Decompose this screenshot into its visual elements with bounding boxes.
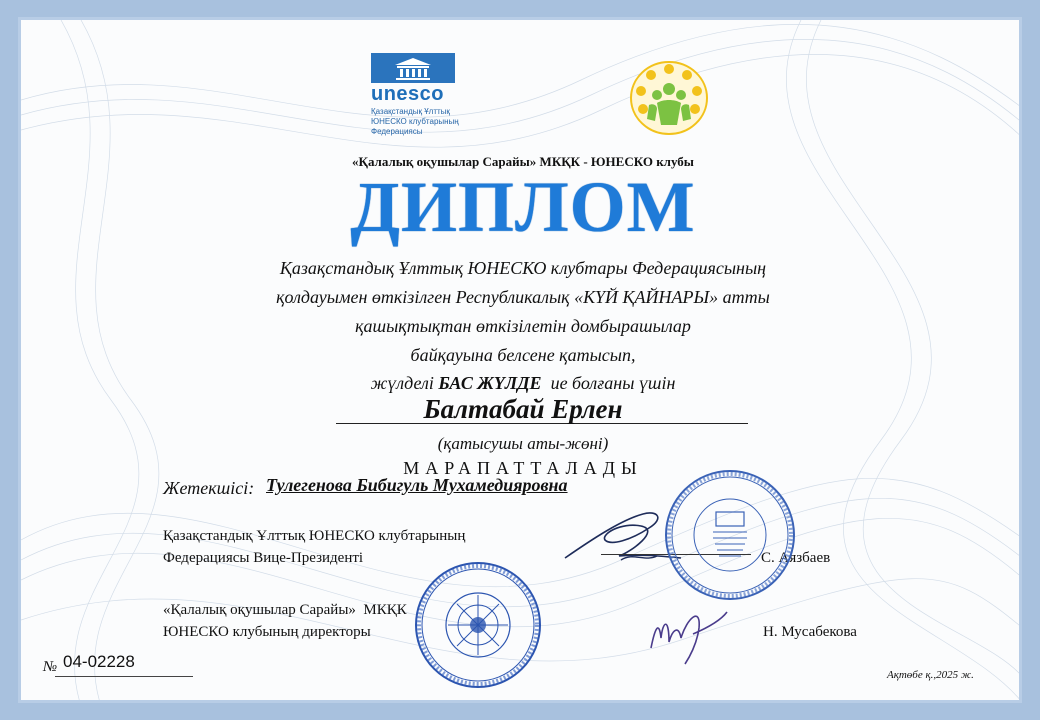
- mentor-name: Тулегенова Бибигуль Мухамедияровна: [266, 475, 568, 495]
- mentor-label: Жетекшісі:: [163, 478, 255, 498]
- unesco-federation-stamp-icon: [663, 468, 797, 602]
- unesco-wordmark: unesco: [371, 83, 445, 105]
- body-line-1: Қазақстандық Ұлттық ЮНЕСКО клубтары Федерациясының: [279, 258, 767, 278]
- body-line-4: байқауына белсене қатысып,: [410, 345, 636, 365]
- document-number: 04-02228: [63, 652, 135, 671]
- signatory-1-position-line-2: Федерациясы Вице-Президенті: [163, 550, 364, 566]
- club-emblem-icon: [627, 59, 711, 137]
- document-number-label: №: [43, 659, 58, 675]
- unesco-federation-caption: Қазақстандық Ұлттық ЮНЕСКО клубтарының Федерациясы: [371, 107, 459, 136]
- body-line-3: қашықтықтан өткізілетін домбырашылар: [355, 316, 691, 336]
- signature-2-icon: [641, 598, 731, 668]
- unesco-logo: [371, 53, 461, 143]
- unesco-temple-icon: [371, 53, 455, 83]
- city-palace-stamp-icon: [413, 560, 543, 690]
- place-and-date: Ақтөбе қ.,2025 ж.: [887, 669, 974, 681]
- body-line-2: қолдауымен өткізілген Республикалық «КҮЙ ҚАЙНАРЫ» атты: [276, 287, 770, 307]
- signatory-2-name: Н. Мусабекова: [763, 624, 857, 640]
- organization-line: «Қалалық оқушылар Сарайы» МКҚК - ЮНЕСКО клубы: [352, 154, 694, 169]
- prize-suffix: ие болғаны үшін: [541, 373, 676, 393]
- recipient-name: Балтабай Ерлен: [423, 394, 623, 424]
- signatory-2-position-line-2: ЮНЕСКО клубының директоры: [163, 624, 371, 640]
- prize-prefix: жүлделі: [370, 373, 439, 393]
- signatory-1-position-line-1: Қазақстандық Ұлттық ЮНЕСКО клубтарының: [163, 528, 466, 544]
- recipient-name-hint: (қатысушы аты-жөні): [437, 434, 609, 453]
- prize-value: БАС ЖҮЛДЕ: [438, 373, 542, 393]
- document-number-underline: [55, 676, 193, 677]
- signatory-2-position-line-1: «Қалалық оқушылар Сарайы» МКҚК: [163, 602, 407, 618]
- signatory-1-name: С. Аязбаев: [761, 550, 831, 566]
- award-statement: МАРАПАТТАЛАДЫ: [403, 458, 643, 478]
- diploma-title: ДИПЛОМ: [350, 167, 696, 247]
- prize-line: [21, 373, 1022, 394]
- certificate-sheet: [18, 17, 1022, 703]
